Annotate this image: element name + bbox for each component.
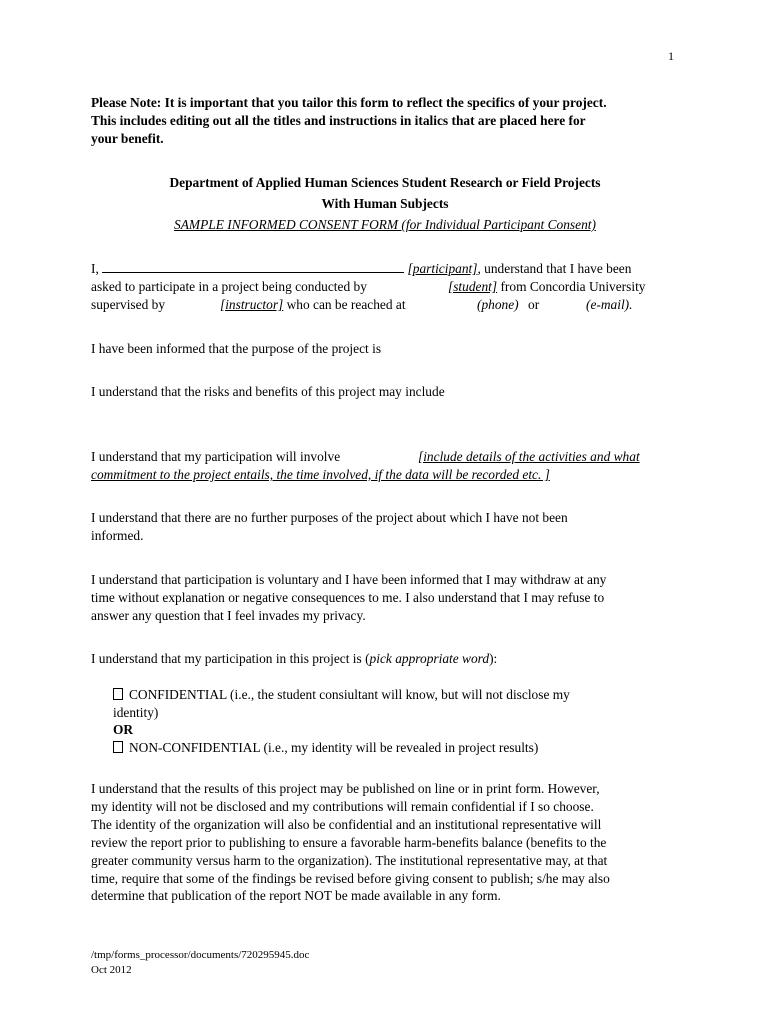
footer-path: /tmp/forms_processor/documents/720295945.doc [91,949,310,961]
intro-line-2-start: asked to participate in a project being conducted by [91,279,367,294]
voluntary-line-2: time without explanation or negative consequences to me. I also understand that I may refuse to [91,590,605,605]
note-line-3: your benefit. [91,131,164,146]
intro-reached-at: who can be reached at [283,297,406,312]
footer-date: Oct 2012 [91,964,132,976]
form-subtitle: SAMPLE INFORMED CONSENT FORM (for Individual Participant Consent) [174,217,596,232]
publish-line-3: The identity of the organization will also be confidential and an institutional representative will [91,817,602,832]
participation-start: I understand that my participation will involve [91,449,341,464]
confidential-label: CONFIDENTIAL (i.e., the student consiultant will know, but will not disclose my [129,687,570,702]
publish-line-4: review the report prior to publishing to ensure a favorable harm-benefits balance (benefits to the [91,835,607,850]
intro-line-3-mid [220,296,406,314]
publish-line-2: my identity will not be disclosed and my contributions will remain confidential if I so choose. [91,799,594,814]
voluntary-line-1: I understand that participation is voluntary and I have been informed that I may withdraw at any [91,572,607,587]
options-or: OR [113,722,134,737]
note-line-1: Please Note: It is important that you tailor this form to reflect the specifics of your project. [91,95,607,110]
phone-placeholder: (phone) [477,297,519,312]
participation-details-2: commitment to the project entails, the time involved, if the data will be recorded etc. ] [91,467,550,482]
page-number: 1 [668,49,674,63]
intro-university: from Concordia University [497,279,646,294]
student-placeholder: [student] [448,279,498,294]
intro-line-3-start: supervised by [91,297,166,312]
confidential-label-cont: identity) [113,705,159,720]
intro-period: . [629,297,633,312]
nonconfidential-checkbox[interactable] [113,741,123,753]
risks-statement: I understand that the risks and benefits of this project may include [91,384,445,399]
intro-or: or [528,297,540,312]
publish-line-1: I understand that the results of this project may be published on line or in print form. However, [91,781,600,796]
publish-line-7: determine that publication of the report NOT be made available in any form. [91,888,501,903]
publish-line-5: greater community versus harm to the organization). The institutional representative may, at that [91,853,608,868]
title-line-2: With Human Subjects [321,196,449,211]
intro-i: I, [91,261,99,276]
nonconfidential-option [113,739,538,757]
confidential-checkbox[interactable] [113,688,123,700]
intro-line-2-end [448,278,646,296]
email-line [586,296,633,314]
pick-end: ): [489,651,498,666]
pick-word: pick appropriate word [369,651,490,666]
no-further-line-1: I understand that there are no further purposes of the project about which I have not been [91,510,568,525]
title-line-1: Department of Applied Human Sciences Student Research or Field Projects [169,175,601,190]
no-further-line-2: informed. [91,528,144,543]
instructor-placeholder: [instructor] [220,297,284,312]
nonconfidential-label: NON-CONFIDENTIAL (i.e., my identity will be revealed in project results) [129,740,539,755]
intro-line-1 [91,260,631,278]
voluntary-line-3: answer any question that I feel invades my privacy. [91,608,366,623]
note-line-2: This includes editing out all the titles and instructions in italics that are placed here for [91,113,586,128]
participant-placeholder: [participant] [407,261,478,276]
purpose-statement: I have been informed that the purpose of the project is [91,341,382,356]
confidential-option [113,686,570,704]
intro-line-1-end: , understand that I have been [477,261,632,276]
participant-name-blank[interactable] [102,260,404,273]
publish-line-6: time, require that some of the findings be revised before giving consent to publish; s/he may also [91,871,610,886]
participation-details-1: [include details of the activities and what [418,449,640,464]
email-placeholder: (e-mail) [586,297,630,312]
pick-word-line [91,650,497,668]
pick-start: I understand that my participation in this project is ( [91,651,370,666]
